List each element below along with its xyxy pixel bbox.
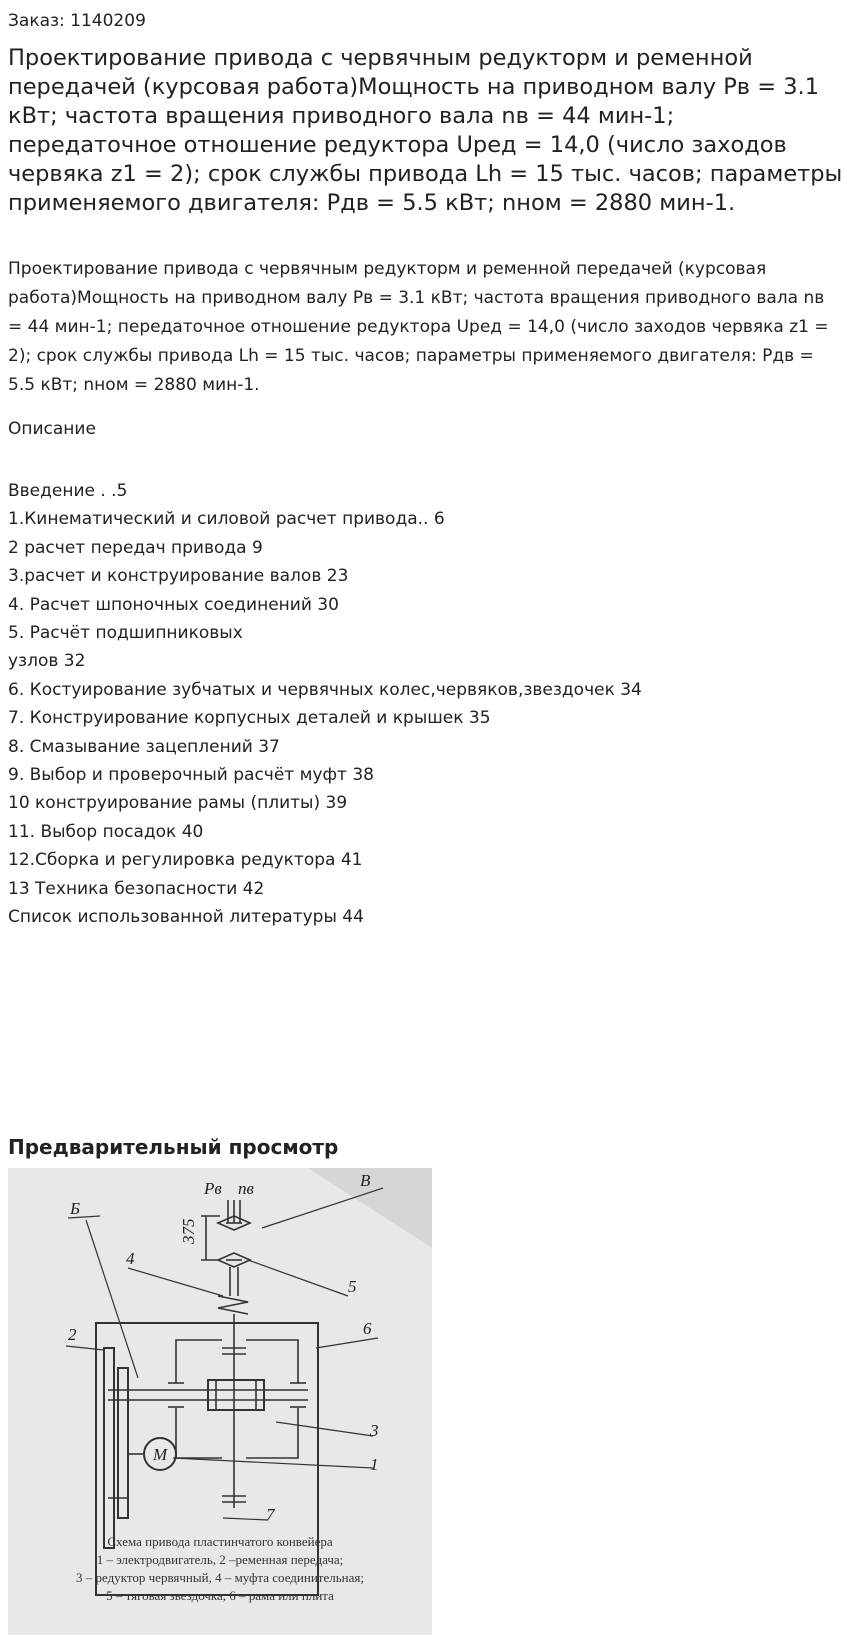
label-7: 7 — [266, 1505, 275, 1524]
label-5: 5 — [348, 1277, 357, 1296]
toc-item: 13 Техника безопасности 42 — [8, 878, 265, 899]
label-v: В — [360, 1171, 371, 1190]
label-6: 6 — [363, 1319, 372, 1338]
toc-item: 3.расчет и конструирование валов 23 — [8, 566, 349, 587]
preview-heading: Предварительный просмотр — [8, 1135, 339, 1159]
toc-item: Список использованной литературы 44 — [8, 907, 364, 928]
toc-item: 4. Расчет шпоночных соединений 30 — [8, 594, 339, 615]
toc-item: 8. Смазывание зацеплений 37 — [8, 736, 280, 757]
label-dimension: 375 — [179, 1218, 198, 1244]
toc-item: 11. Выбор посадок 40 — [8, 821, 204, 842]
toc-item: 5. Расчёт подшипниковых — [8, 623, 243, 644]
label-speed: nв — [238, 1179, 254, 1198]
scheme-caption-line: 5 – тяговая звездочка, 6 – рама или плита — [106, 1588, 334, 1603]
label-4: 4 — [126, 1249, 135, 1268]
toc-item: 6. Костуирование зубчатых и червячных колес,червяков,звездочек 34 — [8, 679, 642, 700]
description-heading: Описание — [8, 419, 96, 439]
toc-item: 9. Выбор и проверочный расчёт муфт 38 — [8, 765, 374, 786]
work-summary: Проектирование привода с червячным редукторм и ременной передачей (курсовая работа)Мощность на приводном валу Рв = 3.1 кВт; частота вращения приводного вала nв = 44 мин-1; передаточное отношение редуктора Uред = 14,0 (число заходов червяка z1 = 2); срок службы привода Lh = 15 тыс. часов; параметры применяемого двигателя: Pдв = 5.5 кВт; nном = 2880 мин-1. — [8, 259, 829, 395]
label-motor: М — [153, 1445, 168, 1464]
label-2: 2 — [68, 1325, 77, 1344]
label-b: Б — [70, 1199, 81, 1218]
toc-item: 7. Конструирование корпусных деталей и крышек 35 — [8, 708, 491, 729]
scheme-caption-line: 1 – электродвигатель, 2 –ременная передача; — [96, 1552, 344, 1567]
label-1: 1 — [370, 1455, 379, 1474]
preview-image[interactable] — [8, 1168, 432, 1635]
drive-scheme-diagram — [8, 1168, 432, 1635]
scheme-caption-line: 3 – редуктор червячный, 4 – муфта соединительная; — [76, 1570, 364, 1585]
toc-item: 12.Сборка и регулировка редуктора 41 — [8, 850, 363, 871]
order-number: Заказ: 1140209 — [8, 11, 146, 31]
toc-item: 10 конструирование рамы (плиты) 39 — [8, 793, 348, 814]
toc-item: Введение . .5 — [8, 481, 128, 501]
toc-item: 2 расчет передач привода 9 — [8, 537, 263, 558]
toc-item: узлов 32 — [8, 651, 86, 672]
toc-item: 1.Кинематический и силовой расчет привода.. 6 — [8, 509, 445, 530]
scheme-caption-title: Схема привода пластинчатого конвейера — [107, 1534, 333, 1549]
page-title: Проектирование привода с червячным редукторм и ременной передачей (курсовая работа)Мощность на приводном валу Рв = 3.1 кВт; частота вращения приводного вала nв = 44 мин-1; передаточное отношение редуктора Uред = 14,0 (число заходов червяка z1 = 2); срок службы привода Lh = 15 тыс. часов; параметры применяемого двигателя: Pдв = 5.5 кВт; nном = 2880 мин-1. — [8, 45, 843, 216]
table-of-contents — [8, 477, 843, 932]
label-power: Pв — [204, 1179, 222, 1198]
label-3: 3 — [370, 1421, 379, 1440]
